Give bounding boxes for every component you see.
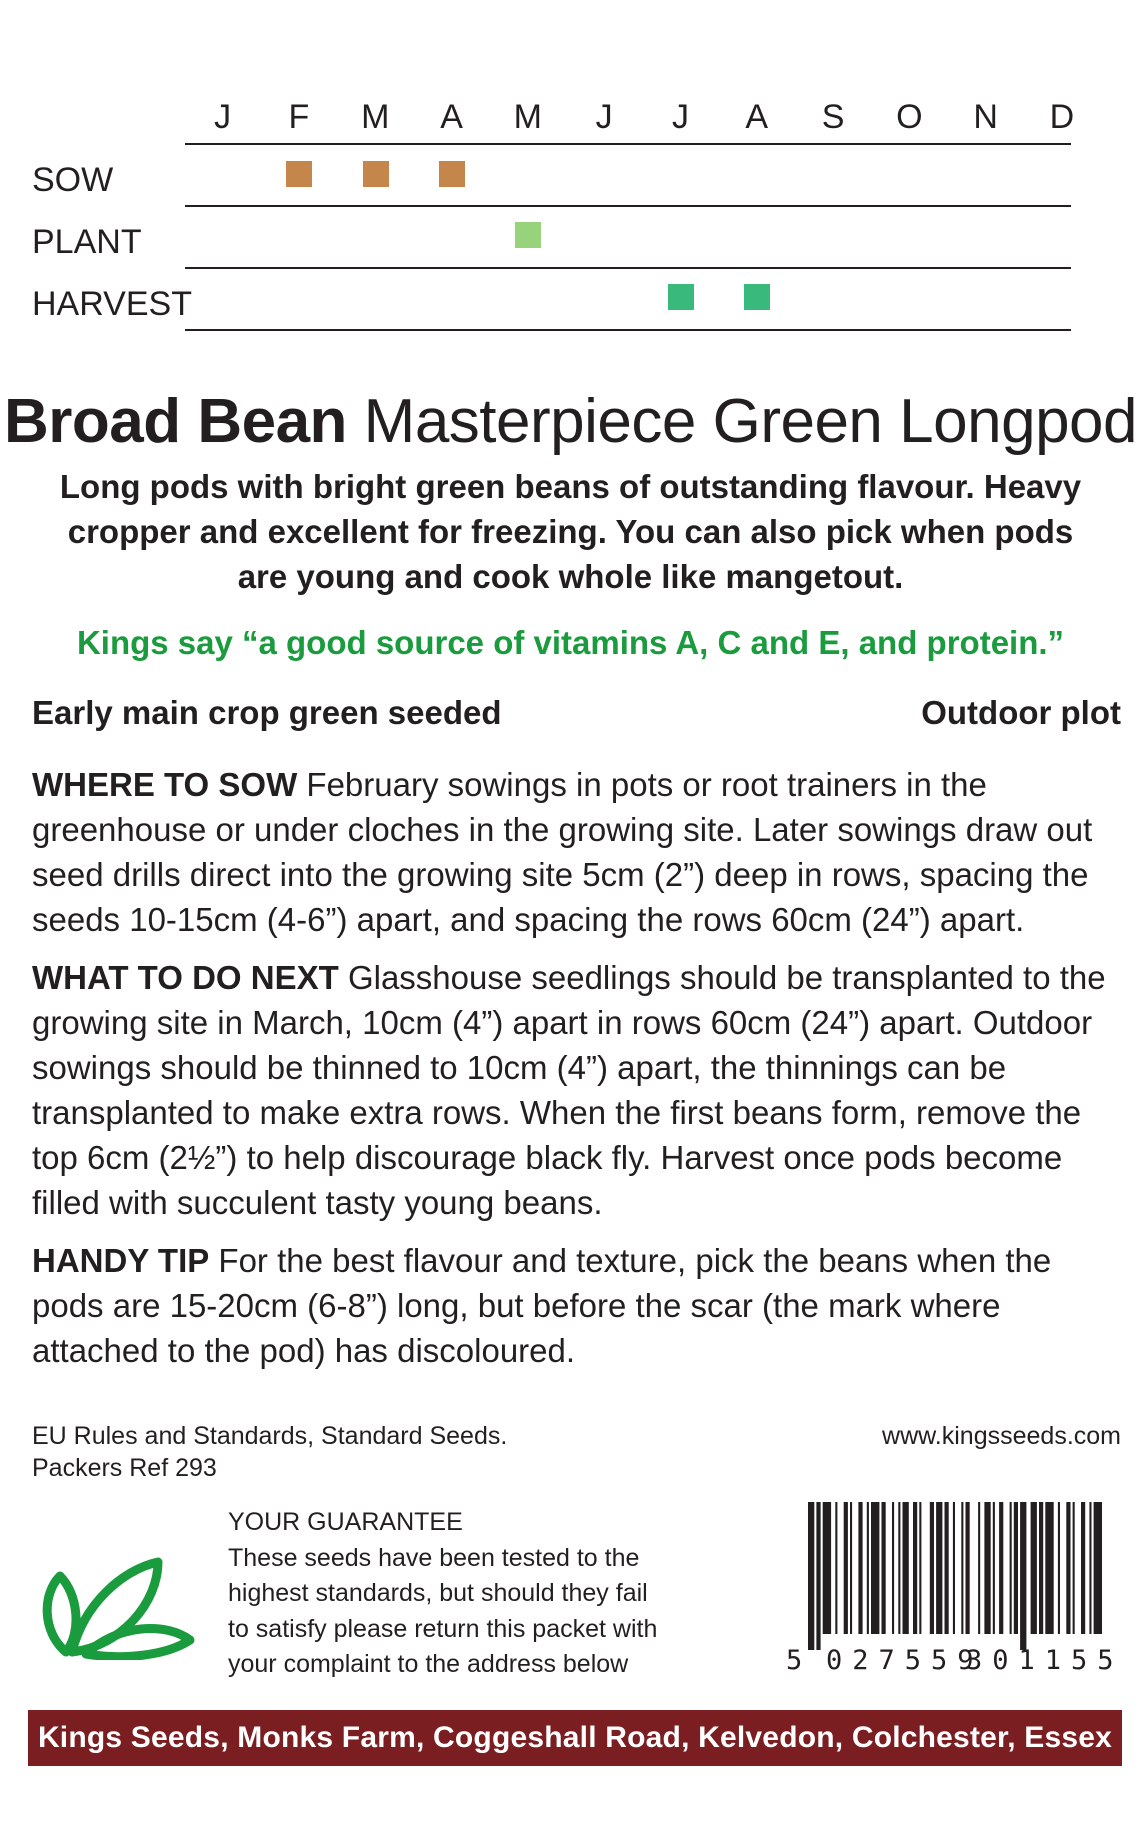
- where-to-sow-text: February sowings in pots or root trainers in the greenhouse or under cloches in the growing site. Later sowings draw out seed drills direct into the growing site 5cm (2”) deep in rows, spacing the seeds 10-15cm (4-6”) apart, and spacing the rows 60cm (24”) apart.: [32, 766, 1093, 938]
- barcode-bar: [953, 1502, 955, 1634]
- product-title-variety: Masterpiece Green Longpod: [363, 387, 1138, 456]
- barcode-group-2: 301155: [966, 1645, 1124, 1676]
- barcode-bar: [961, 1502, 963, 1634]
- calendar-mark-plant: [515, 222, 541, 248]
- barcode-bar: [903, 1502, 909, 1634]
- guarantee-text: These seeds have been tested to the highest standards, but should they fail to satisfy please return this packet with your complaint to the address below: [228, 1543, 658, 1678]
- calendar-mark-harvest: [744, 284, 770, 310]
- barcode-bar: [1031, 1502, 1037, 1634]
- month-label: F: [288, 98, 311, 136]
- barcode-first-digit: 5: [786, 1645, 813, 1676]
- crop-type: Early main crop green seeded: [32, 694, 502, 731]
- barcode-bar: [898, 1502, 900, 1634]
- barcode-bar: [850, 1502, 852, 1634]
- row-label-sow: SOW: [32, 161, 114, 199]
- barcode-bar: [930, 1502, 934, 1634]
- calendar-line: [185, 267, 1071, 269]
- month-label: A: [745, 98, 770, 136]
- barcode-bar: [1014, 1502, 1018, 1634]
- handy-tip-heading: HANDY TIP: [32, 1242, 210, 1279]
- month-label: M: [361, 98, 391, 136]
- barcode-bar: [1010, 1502, 1012, 1634]
- calendar-mark-harvest: [668, 284, 694, 310]
- eu-rules: EU Rules and Standards, Standard Seeds.: [32, 1422, 508, 1450]
- barcode-bar: [945, 1502, 949, 1634]
- barcode-bar: [1094, 1502, 1102, 1634]
- barcode-bar: [823, 1502, 831, 1634]
- leaf-right-icon: [86, 1628, 190, 1656]
- calendar-line: [185, 205, 1071, 207]
- barcode-bar: [1066, 1502, 1070, 1634]
- calendar-mark-sow: [286, 161, 312, 187]
- month-label: S: [821, 98, 846, 136]
- guarantee-heading: YOUR GUARANTEE: [228, 1508, 463, 1536]
- barcode-bar: [919, 1502, 921, 1634]
- barcode-bar: [978, 1502, 980, 1634]
- product-title: [0, 386, 1141, 457]
- calendar-line: [185, 143, 1071, 145]
- barcode-bar: [1058, 1502, 1060, 1634]
- month-label: M: [513, 98, 543, 136]
- product-title-bold: Broad Bean: [3, 387, 347, 456]
- barcode-bar: [867, 1502, 869, 1634]
- handy-tip-paragraph: [32, 1238, 1122, 1373]
- footer-address-bar: [28, 1710, 1122, 1810]
- barcode-bar: [1089, 1502, 1091, 1634]
- kings-quote: Kings say “a good source of vitamins A, C and E, and protein.”: [76, 624, 1065, 661]
- barcode-bar: [816, 1502, 820, 1650]
- barcode-bar: [936, 1502, 942, 1634]
- calendar-line: [185, 329, 1071, 331]
- barcode-bar: [1081, 1502, 1085, 1634]
- month-label: A: [440, 98, 464, 136]
- barcode-bar: [1039, 1502, 1043, 1634]
- kings-leaf-logo-icon: [38, 1548, 198, 1660]
- barcode-bar: [844, 1502, 848, 1634]
- month-label: J: [214, 98, 233, 136]
- packers-ref: Packers Ref 293: [32, 1454, 217, 1482]
- row-label-plant: PLANT: [32, 223, 142, 261]
- website-link[interactable]: www.kingsseeds.com: [882, 1422, 1121, 1450]
- what-to-do-next-paragraph: [32, 955, 1122, 1225]
- barcode-bar: [999, 1502, 1003, 1634]
- product-description: Long pods with bright green beans of outstanding flavour. Heavy cropper and excellent for freezing. You can also pick when pods are young and cook whole like mangetout.: [59, 468, 1082, 595]
- barcode-bar: [913, 1502, 917, 1634]
- barcode-bar: [966, 1502, 970, 1634]
- month-label: J: [595, 98, 614, 136]
- month-label: O: [896, 98, 924, 136]
- crop-location: Outdoor plot: [921, 694, 1121, 731]
- guarantee-block: [228, 1505, 668, 1683]
- barcode-bar: [835, 1502, 837, 1634]
- barcode: [808, 1502, 1108, 1650]
- what-to-do-next-text: Glasshouse seedlings should be transplanted to the growing site in March, 10cm (4”) apart in rows 60cm (24”) apart. Outdoor sowings should be thinned to 10cm (4”) apart, the thinnings can be transplanted to make extra rows. When the first beans form, remove the top 6cm (2½”) to help discourage black fly. Harvest once pods become filled with succulent tasty young beans.: [32, 959, 1106, 1221]
- barcode-bar: [1020, 1502, 1026, 1650]
- month-label: D: [1049, 98, 1076, 136]
- barcode-bar: [892, 1502, 894, 1634]
- handy-tip-text: For the best flavour and texture, pick the beans when the pods are 15-20cm (6-8”) long, but before the scar (the mark where attached to the pod) has discoloured.: [32, 1242, 1052, 1369]
- barcode-bar: [984, 1502, 990, 1634]
- barcode-bar: [1045, 1502, 1053, 1634]
- row-label-harvest: HARVEST: [32, 285, 192, 323]
- footer-address: Kings Seeds, Monks Farm, Coggeshall Road, Kelvedon, Colchester, Essex CO5 9PG: [37, 1721, 1113, 1810]
- barcode-bar: [882, 1502, 886, 1634]
- what-to-do-next-heading: WHAT TO DO NEXT: [32, 959, 339, 996]
- barcode-bar: [871, 1502, 879, 1634]
- barcode-group-1: 027559: [826, 1645, 984, 1676]
- barcode-bar: [993, 1502, 995, 1634]
- calendar-mark-sow: [363, 161, 389, 187]
- where-to-sow-heading: WHERE TO SOW: [32, 766, 298, 803]
- month-label: N: [973, 98, 999, 136]
- month-label: J: [671, 98, 690, 136]
- where-to-sow-paragraph: [32, 762, 1122, 942]
- barcode-bar: [808, 1502, 814, 1650]
- calendar-mark-sow: [439, 161, 465, 187]
- barcode-bar: [858, 1502, 862, 1634]
- barcode-bar: [1073, 1502, 1075, 1634]
